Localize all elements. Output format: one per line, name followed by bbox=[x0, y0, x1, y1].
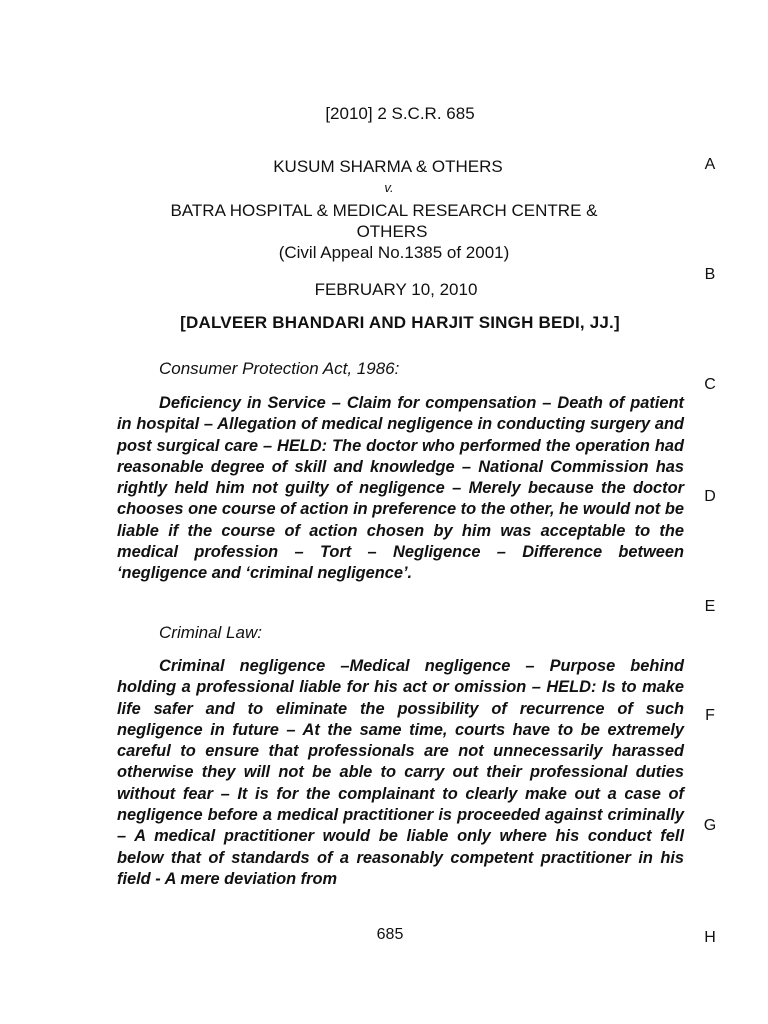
petitioner-name: KUSUM SHARMA & OTHERS bbox=[273, 157, 503, 176]
margin-letter-a: A bbox=[704, 156, 716, 173]
page-number: 685 bbox=[376, 926, 404, 943]
margin-letter-b: B bbox=[704, 266, 716, 283]
margin-letter-e: E bbox=[704, 598, 716, 615]
appeal-number: (Civil Appeal No.1385 of 2001) bbox=[278, 243, 510, 262]
versus-label: v. bbox=[384, 180, 394, 195]
paragraph-criminal-negligence: Criminal negligence –Medical negligence – Purpose behind holding a professional liable for his act or omission – HELD: Is to make life safer and to eliminate the possibility of recurrence of such negligence in future – At the same time, courts have to be extremely careful to ensure that professionals are not unnecessarily harassed otherwise they will not be able to carry out their professional duties without fear – It is for the complainant to clearly make out a case of negligence before a medical practitioner is proceeded against criminally – A medical practitioner would be liable only where his conduct fell below that of standards of a reasonably competent practitioner in his field - A mere deviation from bbox=[117, 657, 684, 888]
respondent-name-line2: OTHERS bbox=[356, 222, 428, 241]
margin-letter-f: F bbox=[705, 707, 715, 724]
margin-letter-g: G bbox=[703, 817, 717, 834]
margin-letter-d: D bbox=[704, 488, 716, 505]
bench-judges: [DALVEER BHANDARI AND HARJIT SINGH BEDI, JJ.] bbox=[180, 313, 620, 332]
respondent-name-line1: BATRA HOSPITAL & MEDICAL RESEARCH CENTRE & bbox=[170, 201, 598, 220]
margin-letter-c: C bbox=[704, 376, 716, 393]
heading-consumer-protection: Consumer Protection Act, 1986: bbox=[159, 359, 400, 378]
margin-letter-h: H bbox=[704, 929, 716, 946]
paragraph-deficiency-in-service: Deficiency in Service – Claim for compensation – Death of patient in hospital – Allegation of medical negligence in conducting surgery and post surgical care – HELD: The doctor who performed the operation had reasonable degree of skill and knowledge – National Commission has rightly held him not guilty of negligence – Merely because the doctor chooses one course of action in preference to the other, he would not be liable if the course of action chosen by him was acceptable to the medical profession – Tort – Negligence – Difference between ‘negligence and ‘criminal negligence’. bbox=[117, 394, 684, 583]
heading-criminal-law: Criminal Law: bbox=[159, 623, 262, 642]
citation-header: [2010] 2 S.C.R. 685 bbox=[325, 104, 475, 123]
judgment-date: FEBRUARY 10, 2010 bbox=[314, 280, 478, 299]
